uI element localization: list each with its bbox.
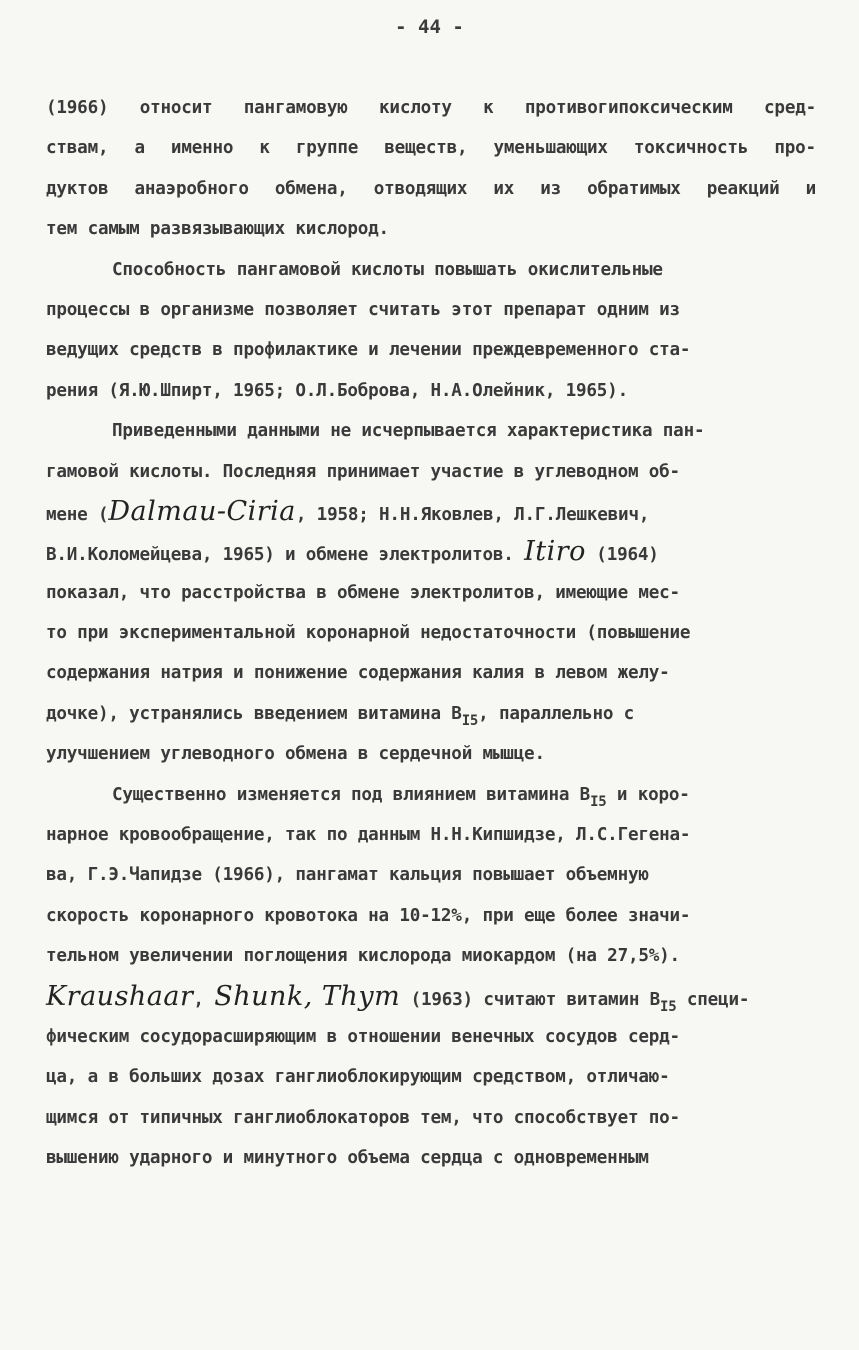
text-line bbox=[46, 532, 816, 572]
word: именно bbox=[170, 138, 234, 159]
text-line: гамовой кислоты. Последняя принимает участие в углеводном об- bbox=[46, 461, 680, 482]
word: анаэробного bbox=[134, 178, 249, 199]
word: токсичность bbox=[633, 138, 749, 159]
word: обмена, bbox=[274, 178, 348, 199]
text-fragment: , параллельно с bbox=[478, 703, 635, 724]
text-line bbox=[46, 88, 816, 128]
text-line: содержания натрия и понижение содержания калия в левом желу- bbox=[46, 663, 670, 684]
word: противогипоксическим bbox=[524, 98, 733, 118]
text-line: Приведенными данными не исчерпывается характеристика пан- bbox=[112, 421, 705, 442]
handwritten-author-name: Kraushaar bbox=[46, 980, 194, 1012]
text-fragment: дочке), устранялись введением витамина B bbox=[46, 703, 462, 724]
body-text bbox=[46, 88, 816, 1179]
word: и bbox=[805, 178, 816, 199]
word: кислоту bbox=[379, 98, 452, 118]
text-line: улучшением углеводного обмена в сердечной мышце. bbox=[46, 744, 545, 765]
text-line bbox=[46, 492, 816, 532]
text-line: нарное кровообращение, так по данным Н.Н.Кипшидзе, Л.С.Гегена- bbox=[46, 825, 691, 846]
text-line bbox=[46, 694, 816, 734]
word: пангамовую bbox=[243, 98, 348, 118]
text-line bbox=[46, 775, 816, 815]
text-line: рения (Я.Ю.Шпирт, 1965; О.Л.Боброва, Н.А.Олейник, 1965). bbox=[46, 380, 628, 401]
text-fragment: (1963) считают витамин B bbox=[410, 989, 661, 1010]
text-line: скорость коронарного кровотока на 10-12%, при еще более значи- bbox=[46, 905, 691, 926]
handwritten-author-name: Shunk, Thym bbox=[214, 980, 401, 1012]
text-fragment: Существенно изменяется под влиянием витамина B bbox=[112, 784, 591, 805]
text-fragment: мене ( bbox=[46, 504, 109, 525]
text-line: тельном увеличении поглощения кислорода миокардом (на 27,5%). bbox=[46, 946, 680, 967]
text-line bbox=[46, 128, 816, 168]
handwritten-author-name: Dalmau-Ciria bbox=[108, 495, 296, 527]
word: обратимых bbox=[587, 178, 681, 199]
text-line: Способность пангамовой кислоты повышать окислительные bbox=[112, 259, 663, 280]
page-number: - 44 - bbox=[395, 16, 464, 38]
word: а bbox=[134, 138, 145, 159]
subscript: I5 bbox=[660, 998, 677, 1015]
word: веществ, bbox=[384, 138, 468, 159]
text-line: процессы в организме позволяет считать этот препарат одним из bbox=[46, 299, 680, 320]
text-line: фическим сосудорасширяющим в отношении венечных сосудов серд- bbox=[46, 1026, 680, 1047]
handwritten-author-name: Itiro bbox=[524, 536, 586, 568]
text-fragment: , 1958; Н.Н.Яковлев, Л.Г.Лешкевич, bbox=[295, 504, 650, 525]
word: уменьшающих bbox=[493, 138, 608, 159]
text-line: ведущих средств в профилактике и лечении преждевременного ста- bbox=[46, 340, 691, 361]
word: к bbox=[259, 138, 270, 159]
subscript: I5 bbox=[590, 793, 607, 810]
word: из bbox=[540, 178, 562, 199]
word: (1966) bbox=[46, 98, 109, 118]
subscript: I5 bbox=[461, 712, 479, 729]
word: дуктов bbox=[46, 178, 109, 199]
word: реакций bbox=[706, 178, 780, 199]
word: к bbox=[483, 98, 494, 118]
text-line bbox=[46, 169, 816, 209]
word: сред- bbox=[764, 98, 816, 118]
text-line: щимся от типичных ганглиоблокаторов тем, что способствует по- bbox=[46, 1107, 680, 1128]
word: группе bbox=[295, 138, 359, 159]
word: отводящих bbox=[373, 178, 468, 199]
text-line: вышению ударного и минутного объема сердца с одновременным bbox=[46, 1148, 649, 1169]
word: относит bbox=[139, 98, 213, 118]
text-line: тем самым развязывающих кислород. bbox=[46, 219, 389, 240]
word: их bbox=[493, 178, 515, 199]
text-fragment: (1964) bbox=[596, 545, 659, 566]
text-fragment: , bbox=[193, 989, 204, 1010]
text-fragment: В.И.Коломейцева, 1965) и обмене электролитов. bbox=[46, 545, 514, 566]
text-line: то при экспериментальной коронарной недостаточности (повышение bbox=[46, 623, 691, 644]
word: про- bbox=[774, 138, 816, 159]
text-line: ва, Г.Э.Чапидзе (1966), пангамат кальция повышает объемную bbox=[46, 865, 649, 886]
text-fragment: и коро- bbox=[606, 784, 690, 805]
text-line bbox=[46, 977, 816, 1017]
text-line: ца, а в больших дозах ганглиоблокирующим средством, отличаю- bbox=[46, 1067, 670, 1088]
word: ствам, bbox=[46, 138, 109, 159]
text-fragment: специ- bbox=[676, 989, 750, 1010]
text-line: показал, что расстройства в обмене электролитов, имеющие мес- bbox=[46, 582, 680, 603]
